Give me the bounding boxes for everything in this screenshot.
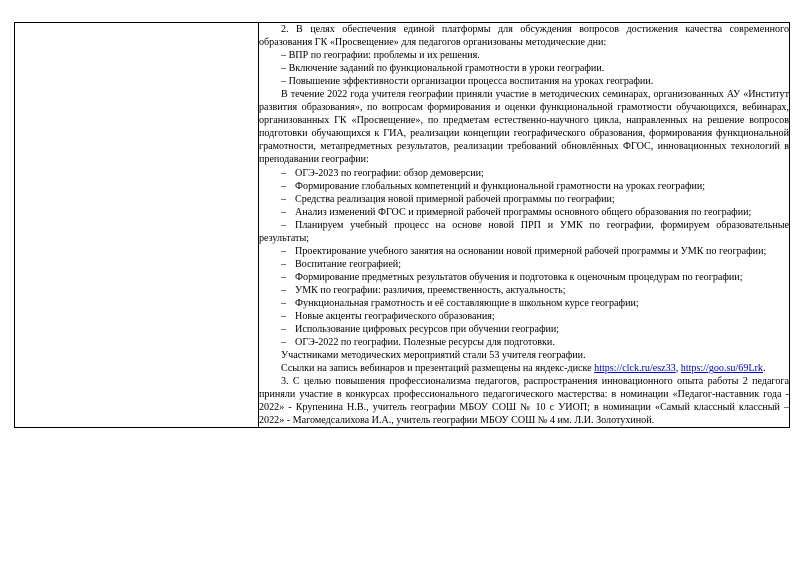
list-item-text: Функциональная грамотность и её составляющие в школьном курсе географии; [295, 297, 639, 309]
list-dash: – [281, 167, 287, 179]
list-item-functional-literacy [259, 297, 789, 310]
list-item-text: УМК по географии: различия, преемственность, актуальность; [295, 284, 566, 296]
paragraph-seminars: В течение 2022 года учителя географии приняли участие в методических семинарах, организованных АУ «Институт развития образования», по вопросам формирования и оценки функциональной грамотности обучающихся, вебинарах, организованных ГК «Просвещение», по предметам естественно-научного цикла, направленных на решение вопросов подготовки обучающихся к ГИА, реализации концепции географического образования, формирования функциональной грамотности, метапредметных результатов, реализации требований обновлённых ФГОС, инновационных технологий в преподавании географии: [259, 89, 789, 166]
list-dash: – [281, 311, 287, 323]
list-item-text: Средства реализация новой примерной рабочей программы по географии; [295, 193, 615, 205]
link-yandex-disk-2[interactable]: https://goo.su/69Lrk [680, 363, 763, 375]
list-item-inclusion: – Включение заданий по функциональной грамотности в уроки географии. [281, 63, 605, 75]
list-item-text: Формирование глобальных компетенций и функциональной грамотности на уроках географии; [295, 180, 706, 192]
list-dash: – [281, 324, 287, 336]
list-item-oge-2022 [259, 336, 789, 349]
list-dash: – [281, 337, 287, 349]
list-dash: – [281, 180, 287, 192]
links-separator: , [675, 363, 681, 375]
list-dash: – [281, 297, 287, 309]
list-item-text: ОГЭ-2023 по географии: обзор демоверсии; [295, 167, 484, 179]
table-row [15, 23, 790, 428]
list-item-planning-process [259, 219, 789, 245]
table-cell-content [259, 23, 790, 428]
list-dash: – [281, 193, 287, 205]
list-item-fgos-analysis [259, 206, 789, 219]
list-item-text: Новые акценты географического образования; [295, 311, 495, 323]
paragraph-participants: Участниками методических мероприятий стали 53 учителя географии. [281, 350, 586, 362]
list-item-text: ОГЭ-2022 по географии. Полезные ресурсы для подготовки. [295, 337, 555, 349]
list-item-text: Планируем учебный процесс на основе новой ПРП и УМК по географии, формируем образовательные результаты; [259, 219, 789, 244]
list-item-vpr: – ВПР по географии: проблемы и их решения. [281, 50, 480, 62]
links-tail: . [762, 363, 766, 375]
list-item-text: Формирование предметных результатов обучения и подготовка к оценочным процедурам по географии; [295, 271, 743, 283]
list-item-lesson-design [259, 245, 789, 258]
list-item-text: Использование цифровых ресурсов при обучении географии; [295, 324, 560, 336]
links-lead-text: Ссылки на запись вебинаров и презентаций размещены на яндекс-диске [281, 363, 595, 375]
list-dash: – [281, 219, 287, 231]
list-item-text: Воспитание географией; [295, 258, 402, 270]
paragraph-item-3: 3. С целью повышения профессионализма педагогов, распространения инновационного опыта работы 2 педагога приняли участие в конкурсах профессионального педагогического мастерства: в номинации «Педагог-наставник года - 2022» - Крупенина Н.В., учитель географии МБОУ СОШ № 10 с УИОП; в номинации «Самый классный классный – 2022» - Магомедсалихова И.А., учитель географии МБОУ СОШ № 4 им. Л.И. Золотухиной. [259, 376, 789, 427]
list-item-oge-2023 [259, 167, 789, 180]
link-yandex-disk-1[interactable]: https://clck.ru/esz33 [594, 363, 676, 375]
list-dash: – [281, 271, 287, 283]
list-dash: – [281, 245, 287, 257]
list-item-text: Проектирование учебного занятия на основании новой примерной рабочей программы и УМК по географии; [295, 245, 767, 257]
list-item-new-accents [259, 310, 789, 323]
list-item-subject-results [259, 271, 789, 284]
paragraph-item-2: 2. В целях обеспечения единой платформы для обсуждения вопросов достижения качества современного образования ГК «Просвещение» для педагогов организованы методические дни: [259, 24, 789, 49]
document-body [259, 23, 789, 427]
list-item-umk-geography [259, 284, 789, 297]
list-item-global-competencies [259, 180, 789, 193]
list-item-digital-resources [259, 323, 789, 336]
list-dash: – [281, 258, 287, 270]
list-item-text: Анализ изменений ФГОС и примерной рабочей программы основного общего образования по географии; [295, 206, 752, 218]
document-table [14, 22, 790, 428]
list-dash: – [281, 284, 287, 296]
list-dash: – [281, 206, 287, 218]
table-cell-left-empty [15, 23, 259, 428]
list-item-effectiveness: – Повышение эффективности организации процесса воспитания на уроках географии. [281, 76, 654, 88]
list-item-upbringing [259, 258, 789, 271]
paragraph-links [259, 362, 789, 375]
list-item-means-realization [259, 193, 789, 206]
